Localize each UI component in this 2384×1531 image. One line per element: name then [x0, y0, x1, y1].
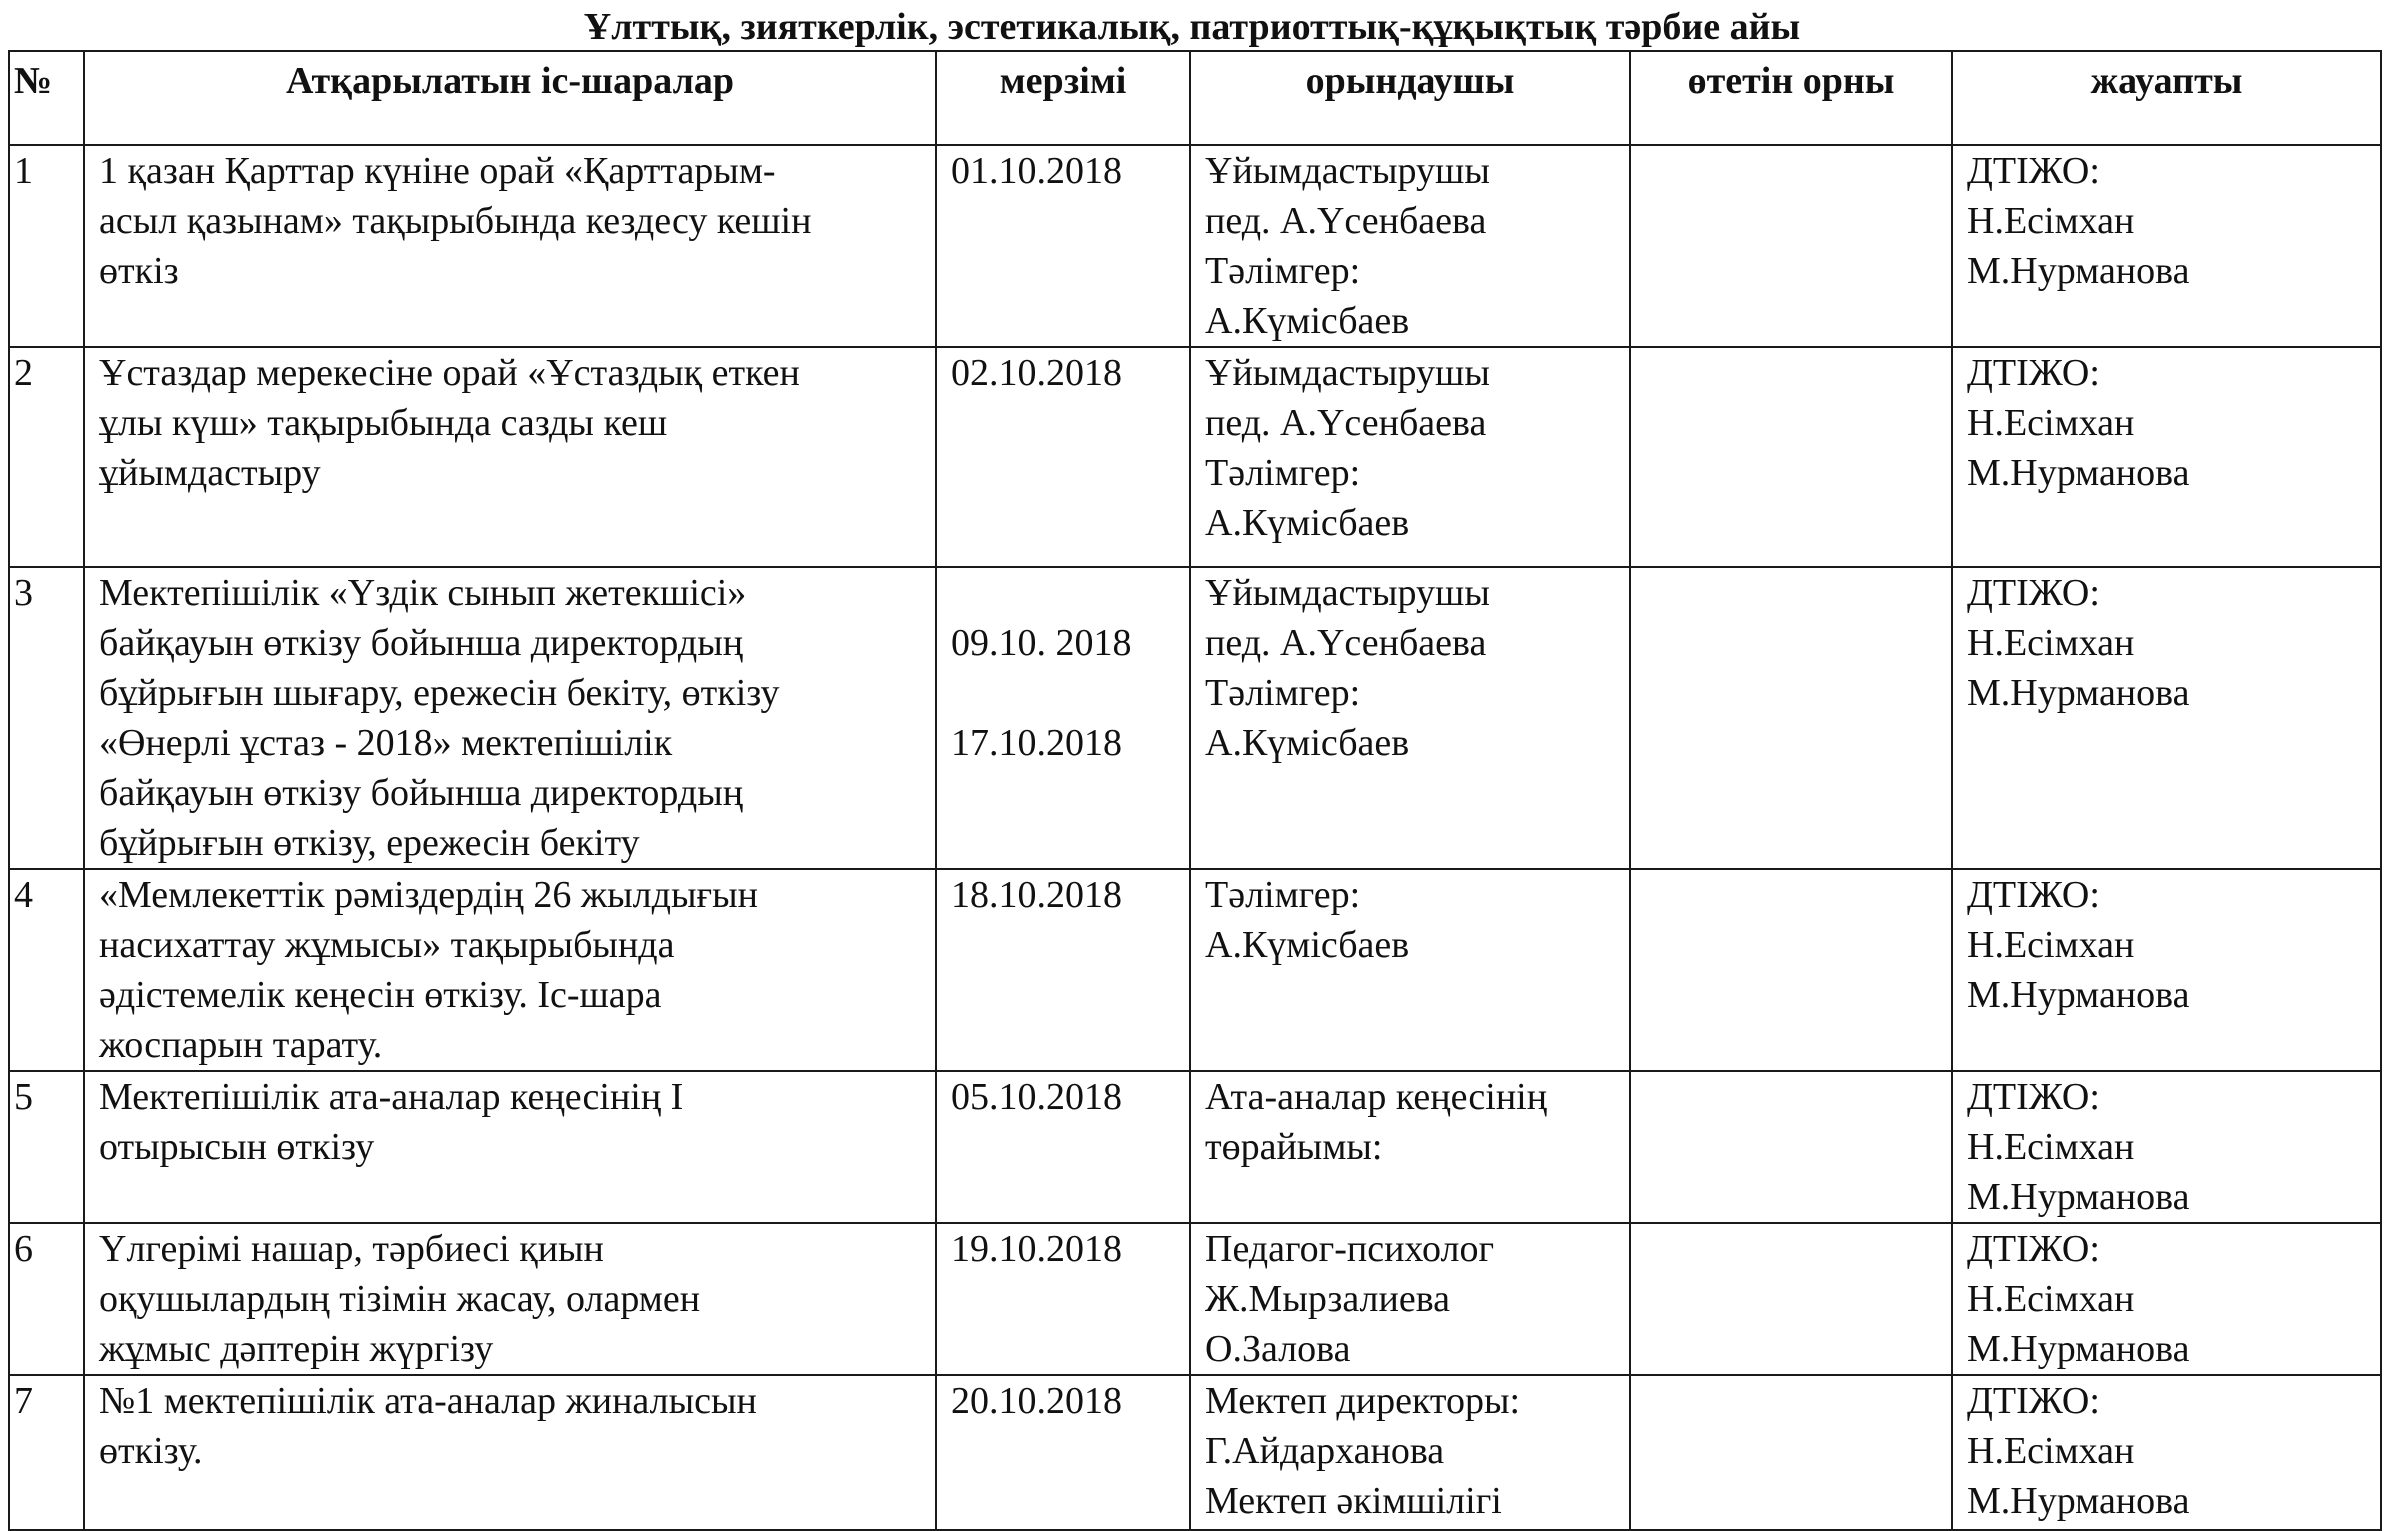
venue-cell	[1630, 567, 1952, 869]
venue-cell	[1630, 145, 1952, 347]
executor-cell: Ата-аналар кеңесінің төрайымы:	[1190, 1071, 1630, 1223]
row-number: 3	[9, 567, 84, 869]
date-value: 19.10.2018	[951, 1228, 1122, 1270]
row-number: 6	[9, 1223, 84, 1375]
venue-cell	[1630, 869, 1952, 1071]
table-row	[9, 567, 2381, 869]
header-venue: өтетін орны	[1630, 51, 1952, 145]
venue-cell	[1630, 347, 1952, 567]
header-executor: орындаушы	[1190, 51, 1630, 145]
executor-cell: Ұйымдастырушы пед. А.Үсенбаева Тәлімгер: А.Күмісбаев	[1190, 567, 1630, 869]
date-value: 18.10.2018	[951, 874, 1122, 916]
venue-cell	[1630, 1071, 1952, 1223]
table-row	[9, 869, 2381, 1071]
row-number: 4	[9, 869, 84, 1071]
events-plan-table	[8, 50, 2382, 1531]
activity-cell: Үлгерімі нашар, тәрбиесі қиын оқушылардың тізімін жасау, олармен жұмыс дәптерін жүргізу	[84, 1223, 936, 1375]
date-cell	[936, 869, 1190, 1071]
header-date: мерзімі	[936, 51, 1190, 145]
executor-cell: Ұйымдастырушы пед. А.Үсенбаева Тәлімгер: А.Күмісбаев	[1190, 347, 1630, 567]
table-row	[9, 347, 2381, 567]
date-cell	[936, 1071, 1190, 1223]
date-value: 20.10.2018	[951, 1380, 1122, 1422]
executor-cell: Педагог-психолог Ж.Мырзалиева О.Залова	[1190, 1223, 1630, 1375]
date-value: 05.10.2018	[951, 1076, 1122, 1118]
responsible-cell: ДТІЖО: Н.Есімхан М.Нурманова	[1952, 567, 2381, 869]
table-row	[9, 1223, 2381, 1375]
table-row	[9, 1375, 2381, 1530]
table-header-row	[9, 51, 2381, 145]
activity-cell: «Мемлекеттік рәміздердің 26 жылдығын насихаттау жұмысы» тақырыбында әдістемелік кеңесін өткізу. Іс-шара жоспарын тарату.	[84, 869, 936, 1071]
activity-cell: Мектепішілік «Үздік сынып жетекшісі» байқауын өткізу бойынша директордың бұйрығын шығару, ережесін бекіту, өткізу «Өнерлі ұстаз - 2018» мектепішілік байқауын өткізу бойынша директордың бұйрығын өткізу, ережесін бекіту	[84, 567, 936, 869]
venue-cell	[1630, 1223, 1952, 1375]
activity-cell: Мектепішілік ата-аналар кеңесінің І отырысын өткізу	[84, 1071, 936, 1223]
date-cell	[936, 1223, 1190, 1375]
row-number: 5	[9, 1071, 84, 1223]
row-number: 2	[9, 347, 84, 567]
executor-cell: Тәлімгер: А.Күмісбаев	[1190, 869, 1630, 1071]
activity-cell: 1 қазан Қарттар күніне орай «Қарттарым- асыл қазынам» тақырыбында кездесу кешін өткіз	[84, 145, 936, 347]
date-value: 02.10.2018	[951, 352, 1122, 394]
row-number: 1	[9, 145, 84, 347]
date-spacer	[951, 668, 1175, 718]
date-value: 01.10.2018	[951, 150, 1122, 192]
date-cell	[936, 347, 1190, 567]
header-responsible: жауапты	[1952, 51, 2381, 145]
responsible-cell: ДТІЖО: Н.Есімхан М.Нурманова	[1952, 1375, 2381, 1530]
date-spacer	[951, 568, 1175, 618]
header-number: №	[9, 51, 84, 145]
responsible-cell: ДТІЖО: Н.Есімхан М.Нурманова	[1952, 1071, 2381, 1223]
header-activity: Атқарылатын іс-шаралар	[84, 51, 936, 145]
date-cell	[936, 1375, 1190, 1530]
responsible-cell: ДТІЖО: Н.Есімхан М.Нурманова	[1952, 347, 2381, 567]
responsible-cell: ДТІЖО: Н.Есімхан М.Нурманова	[1952, 869, 2381, 1071]
responsible-cell: ДТІЖО: Н.Есімхан М.Нурманова	[1952, 1223, 2381, 1375]
row-number: 7	[9, 1375, 84, 1530]
date-cell	[936, 567, 1190, 869]
date-cell	[936, 145, 1190, 347]
table-row	[9, 1071, 2381, 1223]
document-title: Ұлттық, зияткерлік, эстетикалық, патриоттық-құқықтық тәрбие айы	[583, 6, 1801, 48]
activity-cell: Ұстаздар мерекесіне орай «Ұстаздық еткен ұлы күш» тақырыбында сазды кеш ұйымдастыру	[84, 347, 936, 567]
date-value: 09.10. 2018	[951, 622, 1132, 664]
executor-cell: Мектеп директоры: Г.Айдарханова Мектеп әкімшілігі	[1190, 1375, 1630, 1530]
date-value-second: 17.10.2018	[951, 722, 1122, 764]
executor-cell: Ұйымдастырушы пед. А.Үсенбаева Тәлімгер: А.Күмісбаев	[1190, 145, 1630, 347]
activity-cell: №1 мектепішілік ата-аналар жиналысын өткізу.	[84, 1375, 936, 1530]
table-row	[9, 145, 2381, 347]
responsible-cell: ДТІЖО: Н.Есімхан М.Нурманова	[1952, 145, 2381, 347]
venue-cell	[1630, 1375, 1952, 1530]
